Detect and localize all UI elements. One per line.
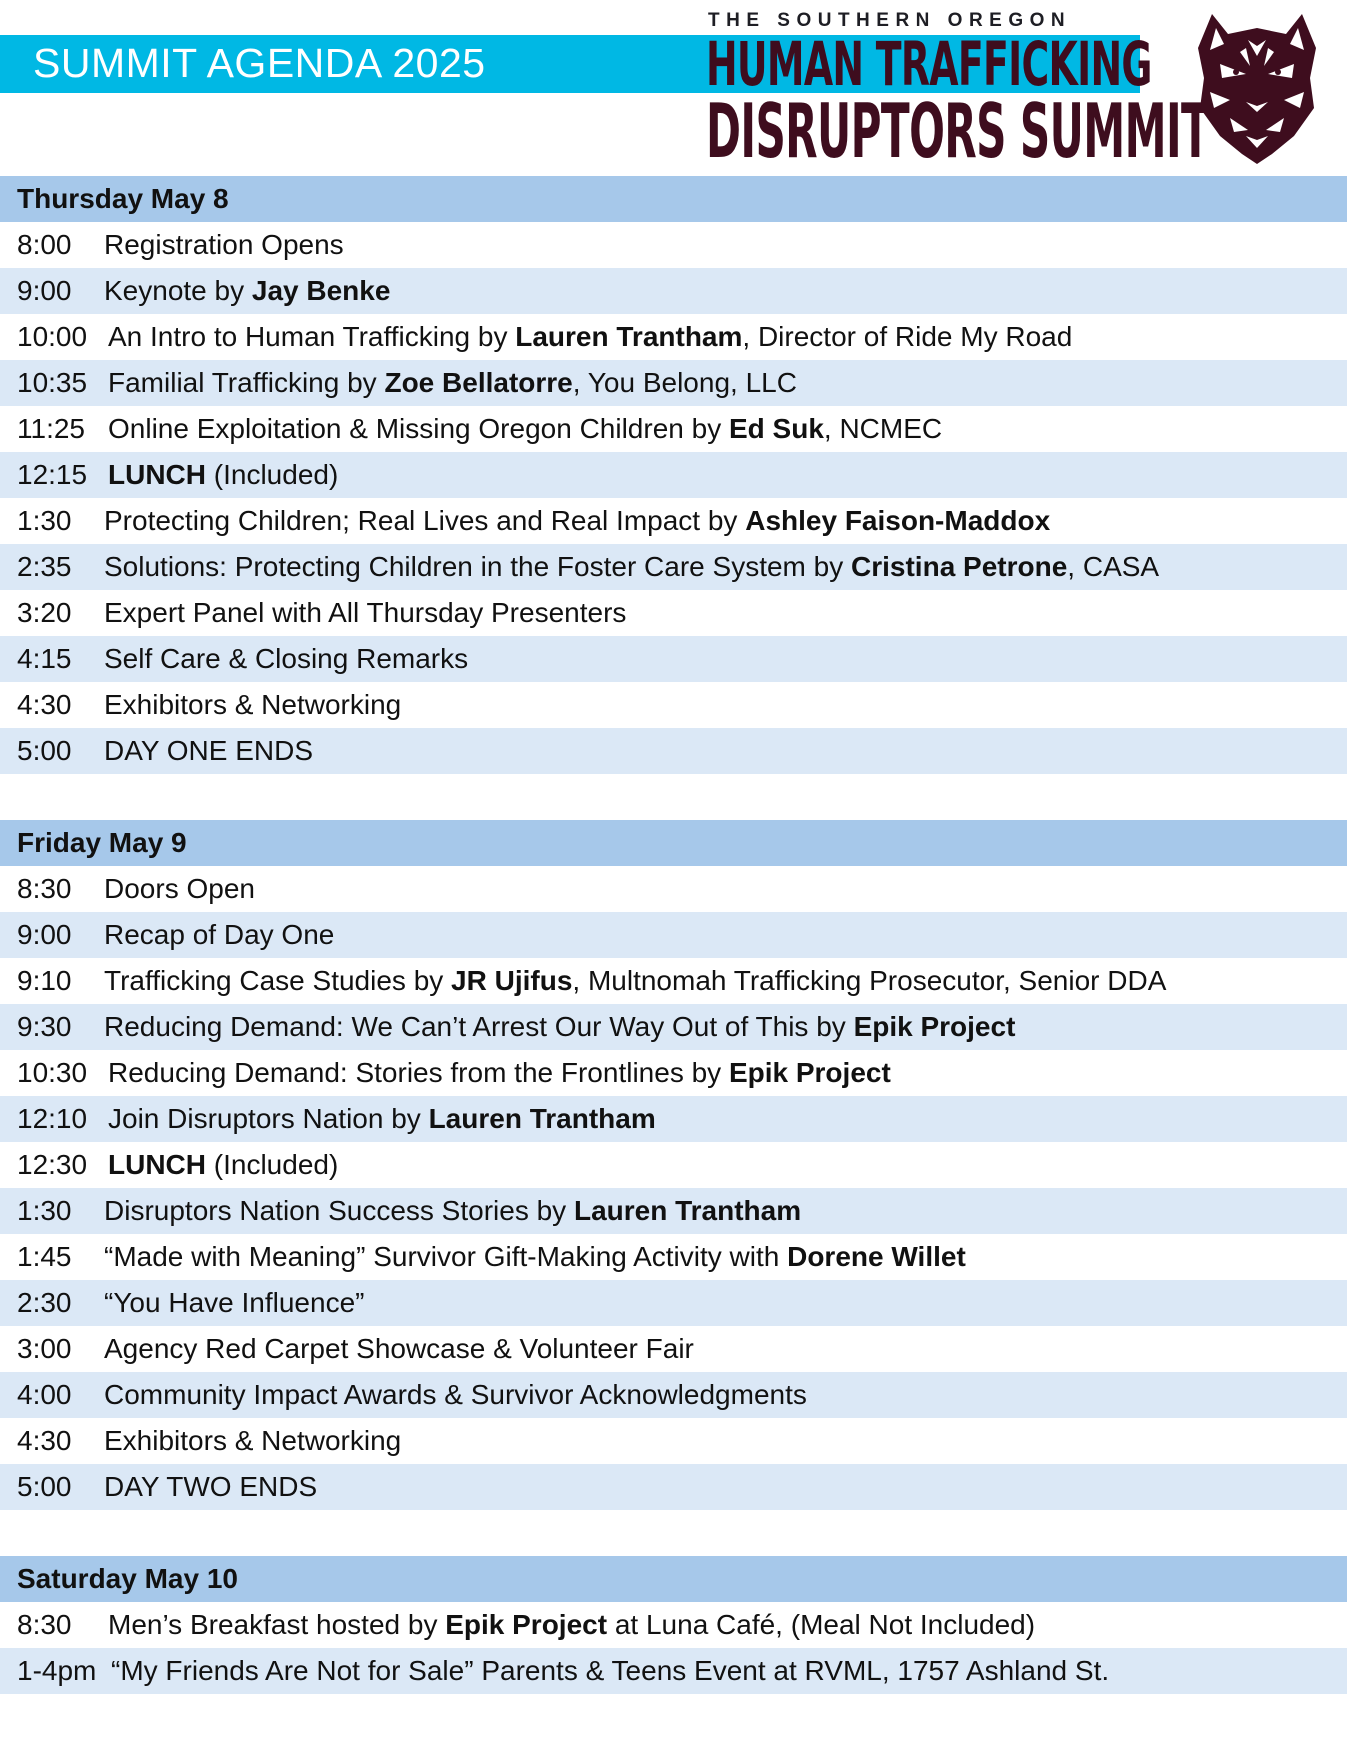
agenda-row: [0, 1326, 1347, 1372]
speaker-name: Epik Project: [728, 1057, 891, 1088]
session-description: [104, 268, 390, 314]
speaker-name: LUNCH: [108, 1149, 206, 1180]
session-description: [104, 912, 334, 958]
session-text: “Made with Meaning” Survivor Gift-Making Activity with: [104, 1241, 788, 1272]
session-text: Keynote by: [104, 275, 252, 306]
session-text: (Included): [206, 1149, 339, 1180]
session-text: Community Impact Awards & Survivor Acknowledgments: [104, 1379, 807, 1410]
session-description: [111, 1648, 1109, 1694]
logo-tagline: THE SOUTHERN OREGON: [708, 10, 1072, 31]
session-text: Solutions: Protecting Children in the Foster Care System by: [104, 551, 852, 582]
speaker-name: LUNCH: [108, 459, 206, 490]
session-description: [104, 1188, 801, 1234]
session-time: 8:30: [17, 1609, 72, 1640]
session-text: Doors Open: [104, 873, 255, 904]
session-time: 12:30: [17, 1149, 88, 1180]
session-time: 4:30: [17, 689, 72, 720]
session-description: [104, 728, 313, 774]
session-description: [108, 452, 338, 498]
agenda-row: [0, 1234, 1347, 1280]
speaker-name: Epik Project: [445, 1609, 608, 1640]
tiger-head-icon: [1190, 8, 1324, 168]
agenda-row: [0, 636, 1347, 682]
session-time: 3:20: [17, 597, 72, 628]
day-section: [0, 820, 1347, 1510]
session-text: An Intro to Human Trafficking by: [108, 321, 516, 352]
agenda-row: [0, 1418, 1347, 1464]
agenda-row: [0, 1602, 1347, 1648]
session-time: 12:10: [17, 1103, 88, 1134]
session-time: 9:00: [17, 275, 72, 306]
session-time: 1:30: [17, 1195, 72, 1226]
session-description: [104, 682, 401, 728]
session-description: [104, 636, 468, 682]
session-text: Exhibitors & Networking: [104, 1425, 402, 1456]
session-text: Reducing Demand: Stories from the Frontlines by: [108, 1057, 729, 1088]
session-description: [104, 866, 255, 912]
session-text: , NCMEC: [823, 413, 943, 444]
agenda-row: [0, 498, 1347, 544]
session-time: 10:00: [17, 321, 88, 352]
day-header: Saturday May 10: [0, 1556, 1347, 1602]
session-text: Recap of Day One: [104, 919, 335, 950]
session-description: [104, 958, 1166, 1004]
agenda-row: [0, 1096, 1347, 1142]
session-text: “My Friends Are Not for Sale” Parents & Teens Event at RVML, 1757 Ashland St.: [111, 1655, 1110, 1686]
session-text: , Director of Ride My Road: [742, 321, 1073, 352]
speaker-name: Zoe Bellatorre: [384, 367, 573, 398]
session-description: [108, 1050, 891, 1096]
session-description: [104, 544, 1159, 590]
session-time: 5:00: [17, 735, 72, 766]
session-time: 12:15: [17, 459, 88, 490]
session-text: Registration Opens: [104, 229, 344, 260]
session-text: Self Care & Closing Remarks: [104, 643, 469, 674]
agenda-row: [0, 912, 1347, 958]
speaker-name: Lauren Trantham: [515, 321, 743, 352]
logo-line-2: DISRUPTORS SUMMIT: [706, 89, 1210, 176]
day-header: Friday May 9: [0, 820, 1347, 866]
speaker-name: Lauren Trantham: [428, 1103, 656, 1134]
session-description: [104, 1234, 966, 1280]
session-time: 9:30: [17, 1011, 72, 1042]
agenda-row: [0, 406, 1347, 452]
session-text: Join Disruptors Nation by: [108, 1103, 429, 1134]
agenda-row: [0, 728, 1347, 774]
session-time: 3:00: [17, 1333, 72, 1364]
session-time: 4:15: [17, 643, 72, 674]
agenda-row: [0, 590, 1347, 636]
session-text: Protecting Children; Real Lives and Real Impact by: [104, 505, 746, 536]
session-text: Disruptors Nation Success Stories by: [104, 1195, 574, 1226]
session-text: Trafficking Case Studies by: [104, 965, 452, 996]
session-time: 8:00: [17, 229, 72, 260]
session-description: [104, 1326, 694, 1372]
session-text: , Multnomah Trafficking Prosecutor, Senior DDA: [572, 965, 1167, 996]
session-description: [104, 1004, 1015, 1050]
speaker-name: Jay Benke: [251, 275, 391, 306]
session-text: Familial Trafficking by: [108, 367, 385, 398]
day-section: [0, 1556, 1347, 1694]
session-text: Reducing Demand: We Can’t Arrest Our Way Out of This by: [104, 1011, 854, 1042]
agenda-row: [0, 544, 1347, 590]
session-time: 1-4pm: [17, 1655, 97, 1686]
session-description: [104, 590, 626, 636]
session-text: (Included): [206, 459, 339, 490]
session-description: [104, 1418, 401, 1464]
session-text: DAY ONE ENDS: [104, 735, 314, 766]
speaker-name: Ed Suk: [728, 413, 824, 444]
session-time: 9:00: [17, 919, 72, 950]
session-text: , CASA: [1067, 551, 1160, 582]
speaker-name: Cristina Petrone: [851, 551, 1068, 582]
session-text: Agency Red Carpet Showcase & Volunteer Fair: [104, 1333, 694, 1364]
session-description: [104, 1372, 807, 1418]
session-description: [108, 1096, 656, 1142]
agenda-row: [0, 958, 1347, 1004]
agenda-row: [0, 682, 1347, 728]
speaker-name: Dorene Willet: [787, 1241, 966, 1272]
session-description: [108, 1602, 1035, 1648]
agenda-row: [0, 866, 1347, 912]
agenda-row: [0, 314, 1347, 360]
session-description: [104, 222, 344, 268]
agenda-row: [0, 222, 1347, 268]
session-text: , You Belong, LLC: [572, 367, 797, 398]
session-text: Expert Panel with All Thursday Presenters: [104, 597, 627, 628]
speaker-name: JR Ujifus: [451, 965, 573, 996]
session-time: 11:25: [17, 413, 85, 444]
session-text: DAY TWO ENDS: [104, 1471, 318, 1502]
session-time: 2:35: [17, 551, 72, 582]
session-text: at Luna Café, (Meal Not Included): [607, 1609, 1036, 1640]
session-time: 4:30: [17, 1425, 72, 1456]
page-title: SUMMIT AGENDA 2025: [33, 40, 486, 86]
agenda-row: [0, 1280, 1347, 1326]
session-time: 10:35: [17, 367, 88, 398]
agenda-row: [0, 360, 1347, 406]
session-time: 4:00: [17, 1379, 72, 1410]
agenda-row: [0, 1142, 1347, 1188]
session-time: 10:30: [17, 1057, 88, 1088]
session-time: 1:45: [17, 1241, 72, 1272]
day-section: [0, 176, 1347, 774]
speaker-name: Ashley Faison-Maddox: [745, 505, 1051, 536]
agenda-row: [0, 1464, 1347, 1510]
session-time: 9:10: [17, 965, 72, 996]
speaker-name: Epik Project: [853, 1011, 1016, 1042]
session-text: “You Have Influence”: [104, 1287, 365, 1318]
session-description: [104, 1280, 364, 1326]
agenda-row: [0, 1372, 1347, 1418]
agenda-row: [0, 1648, 1347, 1694]
logo-line-1: HUMAN TRAFFICKING: [706, 29, 1152, 100]
session-time: 2:30: [17, 1287, 72, 1318]
agenda-row: [0, 1188, 1347, 1234]
agenda-row: [0, 1004, 1347, 1050]
agenda: [0, 176, 1347, 1740]
day-header: Thursday May 8: [0, 176, 1347, 222]
session-description: [108, 1142, 338, 1188]
session-description: [108, 406, 942, 452]
agenda-row: [0, 452, 1347, 498]
session-text: Men’s Breakfast hosted by: [108, 1609, 446, 1640]
session-text: Online Exploitation & Missing Oregon Children by: [108, 413, 729, 444]
session-time: 5:00: [17, 1471, 72, 1502]
session-description: [104, 498, 1050, 544]
agenda-row: [0, 268, 1347, 314]
speaker-name: Lauren Trantham: [573, 1195, 802, 1226]
agenda-row: [0, 1050, 1347, 1096]
session-text: Exhibitors & Networking: [104, 689, 402, 720]
session-time: 8:30: [17, 873, 72, 904]
session-time: 1:30: [17, 505, 72, 536]
session-description: [108, 360, 797, 406]
session-description: [108, 314, 1072, 360]
session-description: [104, 1464, 317, 1510]
